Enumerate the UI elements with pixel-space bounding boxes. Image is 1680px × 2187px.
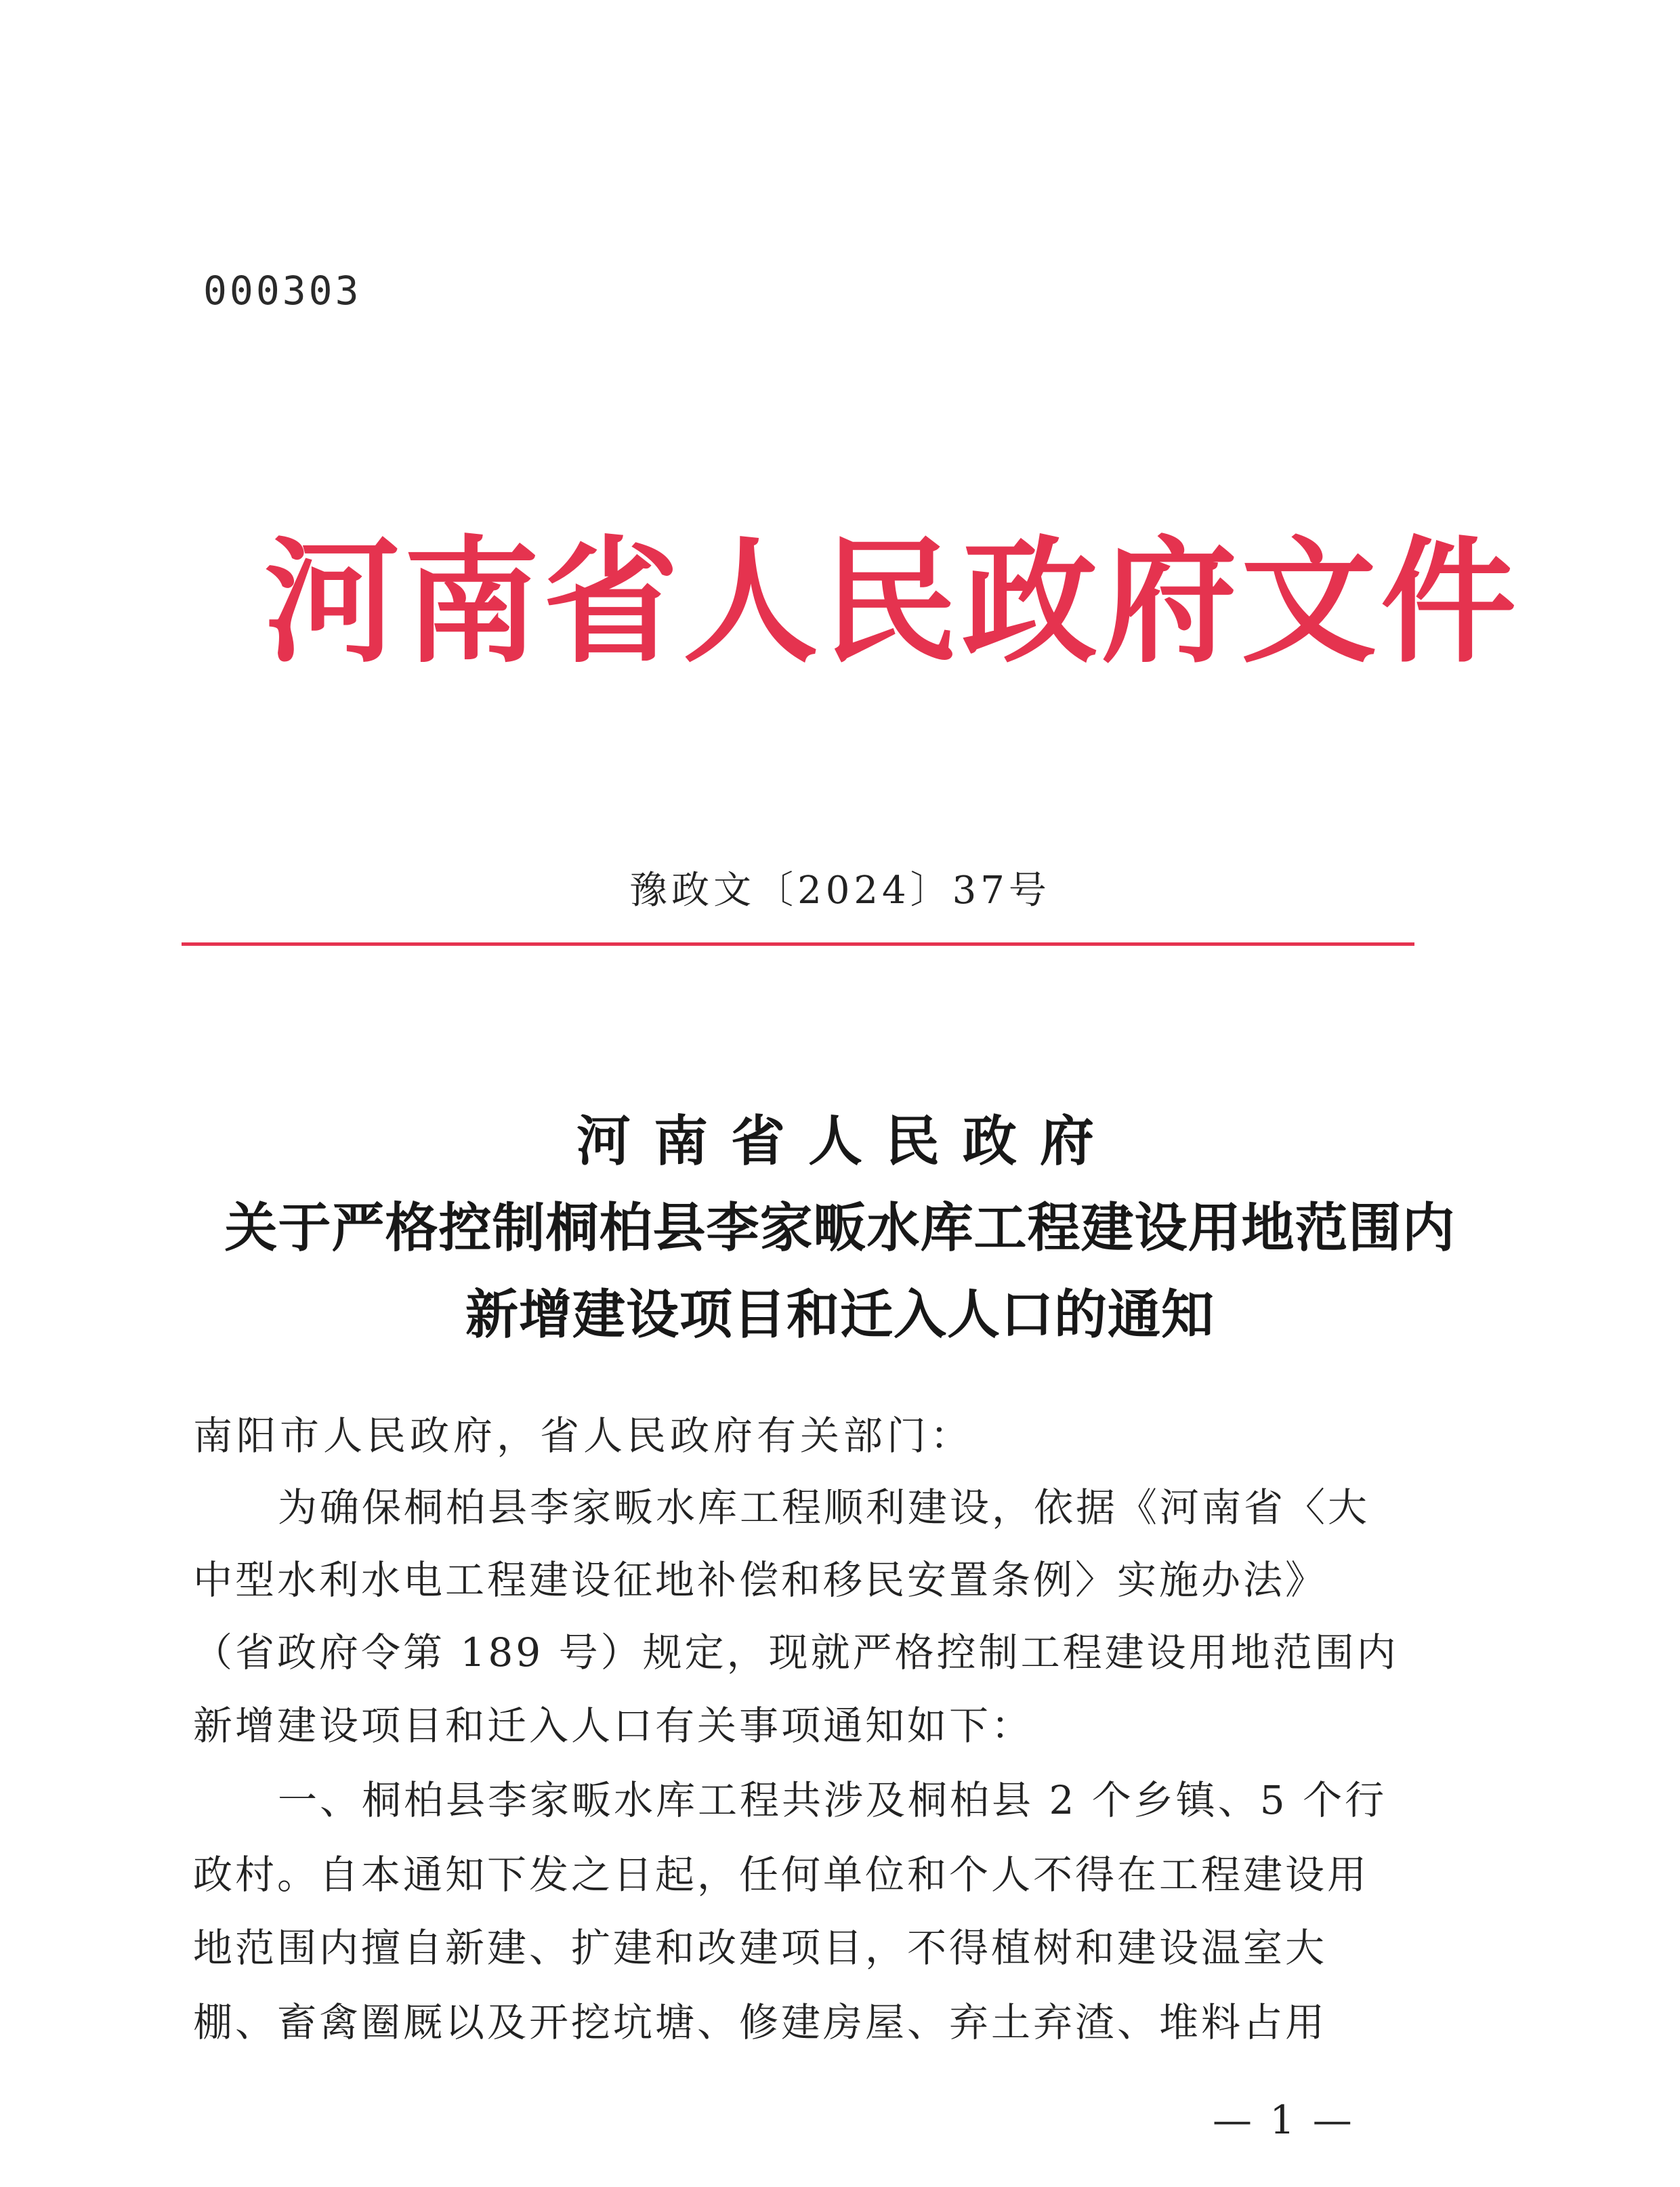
title-subject-line-1: 关于严格控制桐柏县李家畈水库工程建设用地范围内 <box>224 1198 1456 1259</box>
body-line: 中型水利水电工程建设征地补偿和移民安置条例〉实施办法》 <box>193 1557 1328 1603</box>
body-line: 为确保桐柏县李家畈水库工程顺利建设，依据《河南省〈大 <box>278 1484 1370 1530</box>
page-number: — 1 — <box>1213 2097 1355 2143</box>
body-line: 一、桐柏县李家畈水库工程共涉及桐柏县 2 个乡镇、5 个行 <box>278 1777 1387 1823</box>
red-divider <box>182 942 1414 946</box>
serial-number: 000303 <box>203 268 362 314</box>
salutation: 南阳市人民政府，省人民政府有关部门： <box>193 1413 974 1459</box>
issuer-heading: 河南省人民政府文件 <box>264 524 1521 682</box>
body-line: （省政府令第 189 号）规定，现就严格控制工程建设用地范围内 <box>193 1629 1399 1675</box>
body-line: 新增建设项目和迁入人口有关事项通知如下： <box>193 1703 1034 1749</box>
title-issuer: 河南省人民政府 <box>576 1110 1117 1173</box>
body-line: 政村。自本通知下发之日起，任何单位和个人不得在工程建设用 <box>193 1852 1370 1898</box>
title-subject-line-2: 新增建设项目和迁入人口的通知 <box>465 1285 1215 1346</box>
body-line: 棚、畜禽圈厩以及开挖坑塘、修建房屋、弃土弃渣、堆料占用 <box>193 1999 1328 2045</box>
document-number: 豫政文〔2024〕37号 <box>629 869 1051 913</box>
body-line: 地范围内擅自新建、扩建和改建项目，不得植树和建设温室大 <box>193 1925 1328 1971</box>
